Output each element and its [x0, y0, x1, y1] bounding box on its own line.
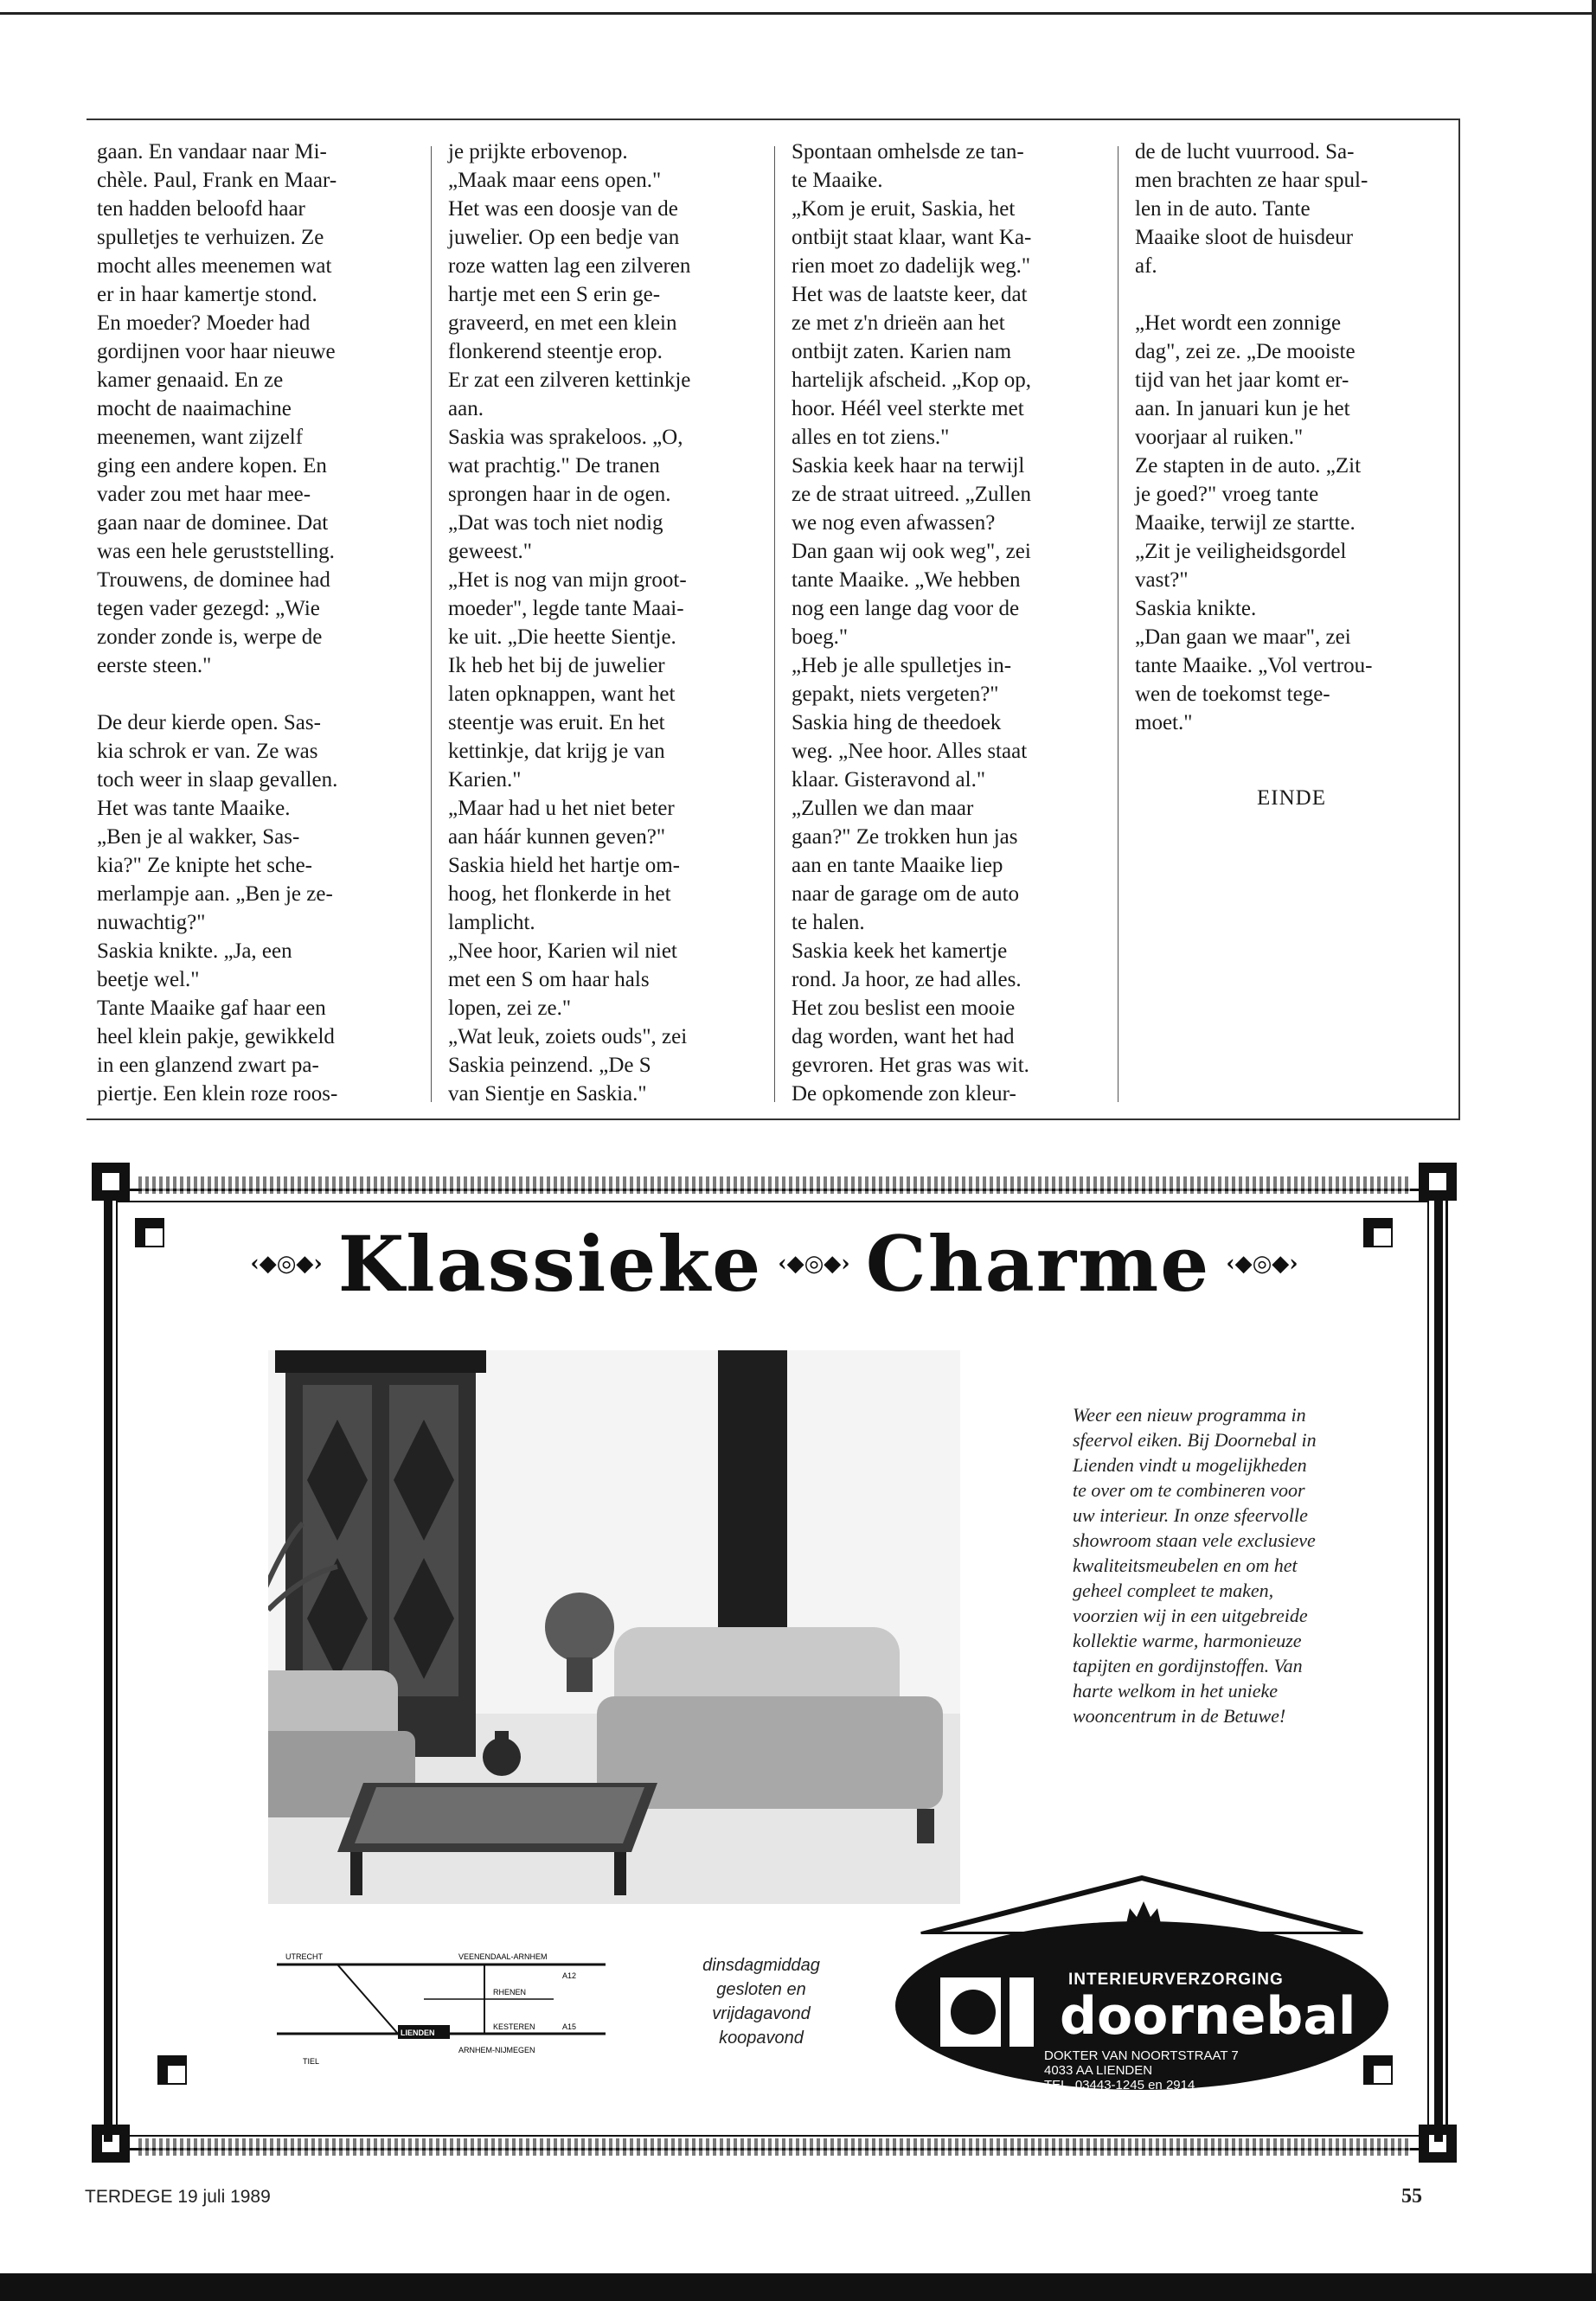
text-line: gevroren. Het gras was wit. — [792, 1054, 1029, 1077]
text-line: Saskia hing de theedoek — [792, 711, 1002, 734]
text-line: ke uit. „Die heette Sientje. — [448, 625, 676, 649]
text-line: steentje was eruit. En het — [448, 711, 665, 734]
headline-word-1: Klassieke — [337, 1219, 763, 1309]
text-line: harte welkom in het unieke — [1073, 1680, 1279, 1702]
ornament-middle: ‹◆◎◆› — [778, 1251, 850, 1277]
text-line: nog een lange dag voor de — [792, 597, 1020, 620]
text-line: kettinkje, dat krijg je van — [448, 740, 665, 763]
text-line: tapijten en gordijnstoffen. Van — [1073, 1655, 1303, 1676]
text-line: geweest." — [448, 540, 532, 563]
text-line: Ze stapten in de auto. „Zit — [1135, 454, 1362, 478]
text-line: Weer een nieuw programma in — [1073, 1404, 1306, 1426]
text-line: geheel compleet te maken, — [1073, 1580, 1274, 1601]
text-line: af. — [1135, 254, 1157, 278]
ad-border-band-bottom — [138, 2138, 1410, 2156]
text-line: Maaike sloot de huisdeur — [1135, 226, 1354, 249]
text-line: Saskia knikte. „Ja, een — [97, 939, 292, 963]
text-line: Het was tante Maaike. — [97, 797, 291, 820]
text-line: „Kom je eruit, Saskia, het — [792, 197, 1016, 221]
text-line: aan en tante Maaike liep — [792, 854, 1003, 877]
text-line: aan háár kunnen geven?" — [448, 825, 666, 849]
text-line: tante Maaike. „We hebben — [792, 568, 1021, 592]
article-column-2 — [448, 138, 761, 1108]
ornament-right: ‹◆◎◆› — [1226, 1251, 1298, 1277]
frame-post-right — [1434, 1190, 1443, 2142]
text-line: voorjaar al ruiken." — [1135, 426, 1304, 449]
text-line: lamplicht. — [448, 911, 535, 934]
text-line: „Ben je al wakker, Sas- — [97, 825, 300, 849]
text-line: hoor. Héél veel sterkte met — [792, 397, 1024, 420]
text-line: mocht alles meenemen wat — [97, 254, 332, 278]
text-line: weg. „Nee hoor. Alles staat — [792, 740, 1028, 763]
text-line: „Wat leuk, zoiets ouds", zei — [448, 1025, 688, 1048]
opening-hours-note — [653, 1953, 869, 2050]
map-label-veenendaal: VEENENDAAL-ARNHEM — [458, 1952, 548, 1961]
text-line: flonkerend steentje erop. — [448, 340, 663, 363]
text-line: naar de garage om de auto — [792, 882, 1020, 906]
text-line: Het was een doosje van de — [448, 197, 678, 221]
paragraph-gap — [97, 680, 401, 708]
text-line: 4033 AA LIENDEN — [1044, 2063, 1153, 2078]
text-line: juwelier. Op een bedje van — [448, 226, 680, 249]
text-line: De opkomende zon kleur- — [792, 1082, 1016, 1106]
text-line: „Het wordt een zonnige — [1135, 311, 1342, 335]
text-line: gepakt, niets vergeten?" — [792, 683, 999, 706]
text-line: „Maar had u het niet beter — [448, 797, 675, 820]
article-column-1 — [97, 138, 401, 1108]
frame-post-left — [104, 1190, 112, 2142]
text-line: roze watten lag een zilveren — [448, 254, 691, 278]
text-line: wen de toekomst tege- — [1135, 683, 1330, 706]
text-line: moeder", legde tante Maai- — [448, 597, 684, 620]
text-line: „Dan gaan we maar", zei — [1135, 625, 1351, 649]
text-line: Dan gaan wij ook weg", zei — [792, 540, 1031, 563]
text-line: „Nee hoor, Karien wil niet — [448, 939, 677, 963]
text-line: vrijdagavond — [712, 2004, 811, 2023]
text-line: „Maak maar eens open." — [448, 169, 662, 192]
text-line: ging een andere kopen. En — [97, 454, 327, 478]
text-line: En moeder? Moeder had — [97, 311, 311, 335]
page-bottom-bar — [0, 2273, 1596, 2301]
map-label-rhenen: RHENEN — [493, 1988, 527, 1997]
advertisement — [87, 1156, 1460, 2178]
text-line: Tante Maaike gaf haar een — [97, 997, 326, 1020]
text-line: „Heb je alle spulletjes in- — [792, 654, 1012, 677]
text-line: tegen vader gezegd: „Wie — [97, 597, 320, 620]
text-line: dag", zei ze. „De mooiste — [1135, 340, 1356, 363]
text-line: gordijnen voor haar nieuwe — [97, 340, 336, 363]
text-line: Er zat een zilveren kettinkje — [448, 369, 691, 392]
text-line: voorzien wij in een uitgebreide — [1073, 1605, 1308, 1626]
text-line: klaar. Gisteravond al." — [792, 768, 986, 792]
end-label: EINDE — [1257, 786, 1326, 810]
ad-body-text — [1073, 1402, 1384, 1728]
text-line: toch weer in slaap gevallen. — [97, 768, 338, 792]
text-line: Het was de laatste keer, dat — [792, 283, 1028, 306]
text-line: wat prachtig." De tranen — [448, 454, 660, 478]
text-line: eerste steen." — [97, 654, 212, 677]
text-line: kia?" Ze knipte het sche- — [97, 854, 312, 877]
text-line: graveerd, en met een klein — [448, 311, 677, 335]
text-line: dinsdagmiddag — [702, 1956, 820, 1975]
text-line: „Het is nog van mijn groot- — [448, 568, 687, 592]
article-block — [87, 119, 1460, 1120]
text-line: met een S om haar hals — [448, 968, 650, 991]
text-line: chèle. Paul, Frank en Maar- — [97, 169, 337, 192]
text-line: Trouwens, de dominee had — [97, 568, 330, 592]
text-line: ontbijt zaten. Karien nam — [792, 340, 1012, 363]
headline-word-2: Charme — [865, 1219, 1211, 1309]
text-line: len in de auto. Tante — [1135, 197, 1311, 221]
text-line: uw interieur. In onze sfeervolle — [1073, 1504, 1308, 1526]
text-line: „Zit je veiligheidsgordel — [1135, 540, 1347, 563]
text-line: mocht de naaimachine — [97, 397, 292, 420]
text-line: piertje. Een klein roze roos- — [97, 1082, 338, 1106]
corner-ornament — [157, 2055, 187, 2085]
text-line: gaan naar de dominee. Dat — [97, 511, 329, 535]
column-divider — [431, 146, 432, 1102]
text-line: hartje met een S erin ge- — [448, 283, 661, 306]
text-line: ze de straat uitreed. „Zullen — [792, 483, 1031, 506]
text-line: ontbijt staat klaar, want Ka- — [792, 226, 1032, 249]
text-line: je goed?" vroeg tante — [1135, 483, 1319, 506]
house-mark-icon — [940, 1977, 1034, 2047]
text-line: kia schrok er van. Ze was — [97, 740, 318, 763]
text-line: we nog even afwassen? — [792, 511, 996, 535]
map-label-utrecht: UTRECHT — [285, 1952, 323, 1961]
text-line: er in haar kamertje stond. — [97, 283, 317, 306]
text-line: aan. In januari kun je het — [1135, 397, 1350, 420]
route-map — [268, 1947, 614, 2073]
text-line: te halen. — [792, 911, 865, 934]
text-line: rien moet zo dadelijk weg." — [792, 254, 1031, 278]
text-line: je prijkte erbovenop. — [448, 140, 628, 163]
text-line: DOKTER VAN NOORTSTRAAT 7 — [1044, 2048, 1239, 2063]
furniture-photo — [268, 1350, 960, 1904]
text-line: Ik heb het bij de juwelier — [448, 654, 665, 677]
text-line: men brachten ze haar spul- — [1135, 169, 1368, 192]
text-line: dag worden, want het had — [792, 1025, 1015, 1048]
text-line: Saskia hield het hartje om- — [448, 854, 680, 877]
text-line: sfeervol eiken. Bij Doornebal in — [1073, 1429, 1317, 1451]
issue-date: 19 juli 1989 — [177, 2187, 271, 2207]
text-line: Maaike, terwijl ze startte. — [1135, 511, 1356, 535]
text-line: kwaliteitsmeubelen en om het — [1073, 1554, 1298, 1576]
map-label-lienden: LIENDEN — [401, 2029, 435, 2037]
text-line: van Sientje en Saskia." — [448, 1082, 647, 1106]
text-line: ten hadden beloofd haar — [97, 197, 305, 221]
text-line: spulletjes te verhuizen. Ze — [97, 226, 324, 249]
text-line: in een glanzend zwart pa- — [97, 1054, 319, 1077]
text-line: „Zullen we dan maar — [792, 797, 974, 820]
text-line: boeg." — [792, 625, 849, 649]
text-line: heel klein pakje, gewikkeld — [97, 1025, 335, 1048]
text-line: de de lucht vuurrood. Sa- — [1135, 140, 1355, 163]
text-line: moet." — [1135, 711, 1193, 734]
map-label-a15: A15 — [562, 2022, 577, 2031]
logo-tagline: INTERIEURVERZORGING — [1068, 1971, 1284, 1989]
map-label-tiel: TIEL — [303, 2057, 320, 2066]
text-line: Saskia knikte. — [1135, 597, 1257, 620]
text-line: Saskia keek het kamertje — [792, 939, 1008, 963]
doornebal-logo — [895, 1874, 1388, 2093]
text-line: tante Maaike. „Vol vertrou- — [1135, 654, 1373, 677]
text-line: meenemen, want zijzelf — [97, 426, 304, 449]
logo-wordmark: doornebal — [1060, 1986, 1356, 2047]
text-line: TEL. 03443-1245 en 2914 — [1044, 2078, 1195, 2093]
paragraph-gap — [1135, 280, 1448, 309]
text-line: hartelijk afscheid. „Kop op, — [792, 369, 1031, 392]
page-right-edge — [1592, 0, 1596, 2301]
text-line: kollektie warme, harmonieuze — [1073, 1630, 1302, 1651]
text-line: aan. — [448, 397, 484, 420]
text-line: ze met z'n drieën aan het — [792, 311, 1005, 335]
text-line: te Maaike. — [792, 169, 883, 192]
text-line: hoog, het flonkerde in het — [448, 882, 671, 906]
logo-address — [1044, 2048, 1239, 2093]
corner-ornament — [135, 1218, 164, 1247]
text-line: zonder zonde is, werpe de — [97, 625, 323, 649]
text-line: Saskia peinzend. „De S — [448, 1054, 651, 1077]
text-line: Saskia keek haar na terwijl — [792, 454, 1025, 478]
text-line: Saskia was sprakeloos. „O, — [448, 426, 683, 449]
ornament-left: ‹◆◎◆› — [250, 1251, 323, 1277]
text-line: „Dat was toch niet nodig — [448, 511, 663, 535]
map-label-kesteren: KESTEREN — [493, 2022, 535, 2031]
text-line: vader zou met haar mee- — [97, 483, 311, 506]
text-line: beetje wel." — [97, 968, 200, 991]
page-number: 55 — [1401, 2185, 1422, 2208]
text-line: lopen, zei ze." — [448, 997, 572, 1020]
text-line: laten opknappen, want het — [448, 683, 676, 706]
text-line: wooncentrum in de Betuwe! — [1073, 1705, 1286, 1727]
text-line: Het zou beslist een mooie — [792, 997, 1016, 1020]
ad-border-band-top — [138, 1176, 1410, 1194]
text-line: was een hele geruststelling. — [97, 540, 335, 563]
text-line: gaan. En vandaar naar Mi- — [97, 140, 327, 163]
ad-headline — [164, 1216, 1384, 1311]
text-line: vast?" — [1135, 568, 1189, 592]
text-line: Karien." — [448, 768, 522, 792]
text-line: Lienden vindt u mogelijkheden — [1073, 1454, 1307, 1476]
text-line: kamer genaaid. En ze — [97, 369, 284, 392]
text-line: alles en tot ziens." — [792, 426, 950, 449]
text-line: De deur kierde open. Sas- — [97, 711, 321, 734]
text-line: showroom staan vele exclusieve — [1073, 1529, 1316, 1551]
map-label-a12: A12 — [562, 1971, 577, 1980]
text-line: gaan?" Ze trokken hun jas — [792, 825, 1018, 849]
text-line: te over om te combineren voor — [1073, 1479, 1305, 1501]
text-line: gesloten en — [716, 1980, 806, 1999]
text-line: merlampje aan. „Ben je ze- — [97, 882, 333, 906]
text-line: rond. Ja hoor, ze had alles. — [792, 968, 1022, 991]
article-column-3 — [792, 138, 1103, 1108]
text-line: nuwachtig?" — [97, 911, 206, 934]
magazine-name: TERDEGE — [85, 2187, 173, 2207]
map-label-nijmegen: ARNHEM-NIJMEGEN — [458, 2046, 535, 2054]
text-line: tijd van het jaar komt er- — [1135, 369, 1349, 392]
page-top-rule — [0, 12, 1596, 15]
column-divider — [774, 146, 775, 1102]
article-column-4 — [1135, 138, 1448, 737]
text-line: sprongen haar in de ogen. — [448, 483, 671, 506]
footer-credit — [85, 2187, 271, 2208]
text-line: koopavond — [719, 2029, 804, 2048]
text-line: Spontaan omhelsde ze tan- — [792, 140, 1024, 163]
